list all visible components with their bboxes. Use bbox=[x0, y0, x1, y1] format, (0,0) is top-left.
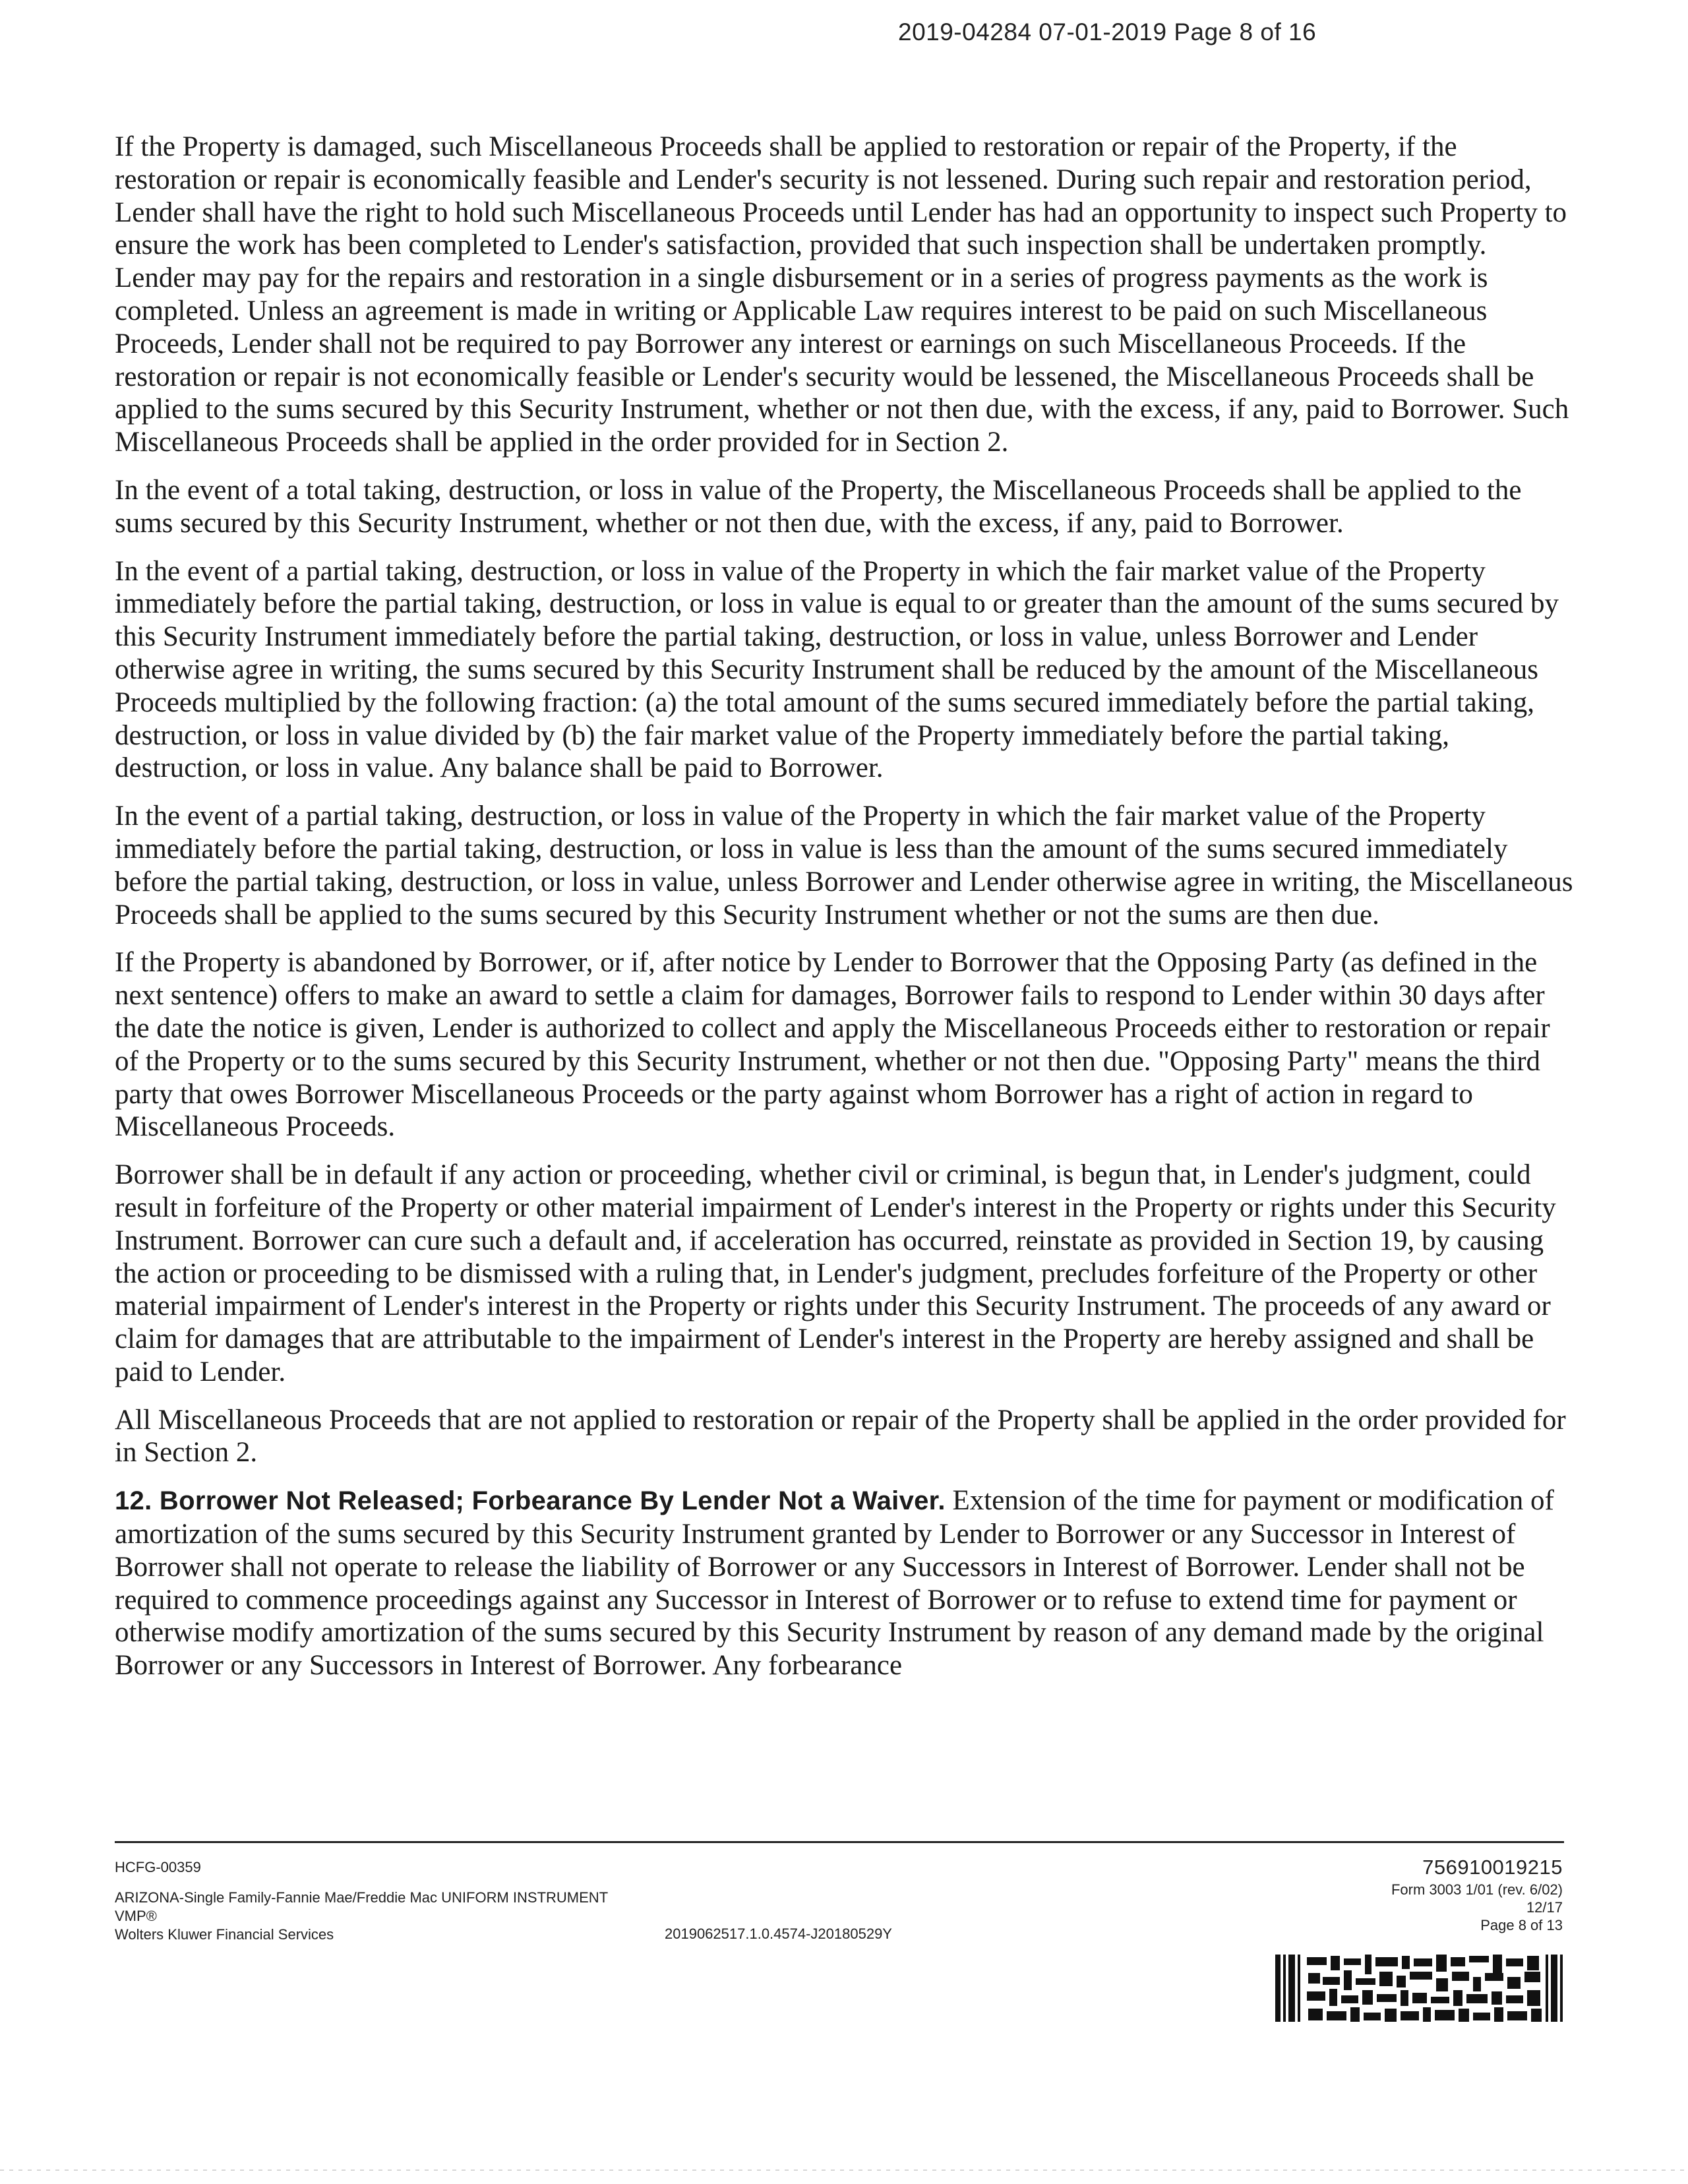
section-12-text: Extension of the time for payment or modification of amortization of the sums secured by this Security Instrument granted by Lender to Borrower or any Successor in Interest of Borrower shall not operate to release the liability of Borrower or any Successors in Interest of Borrower. Lender shall not be required to commence proceedings against any Successor in Interest of Borrower or to refuse to extend time for payment or otherwise modify amortization of the sums secured by this Security Instrument by reason of any demand made by the original Borrower or any Successors in Interest of Borrower. Any forbearance bbox=[115, 1485, 1554, 1682]
section-12-heading: 12. Borrower Not Released; Forbearance By Lender Not a Waiver. bbox=[115, 1486, 946, 1516]
form-page-number: Page 8 of 13 bbox=[1480, 1917, 1563, 1933]
paragraph-unapplied-proceeds: All Miscellaneous Proceeds that are not applied to restoration or repair of the Property shall be applied in the order provided for in Section 2. bbox=[115, 1404, 1566, 1469]
document-body bbox=[115, 131, 1573, 1697]
loan-number: 756910019215 bbox=[1422, 1856, 1563, 1879]
instrument-name: ARIZONA-Single Family-Fannie Mae/Freddie Mac UNIFORM INSTRUMENT bbox=[115, 1889, 609, 1906]
paragraph-total-taking: In the event of a total taking, destruction, or loss in value of the Property, the Miscellaneous Proceeds shall be applied to the sums secured by this Security Instrument, whether or not then due, with the excess, if any, paid to Borrower. bbox=[115, 474, 1522, 539]
publisher-name: Wolters Kluwer Financial Services bbox=[115, 1926, 334, 1943]
paragraph-default: Borrower shall be in default if any action or proceeding, whether civil or criminal, is begun that, in Lender's judgment, could result in forfeiture of the Property or other material impairment of Lender's interest in the Property or rights under this Security Instrument. Borrower can cure such a default and, if acceleration has occurred, reinstate as provided in Section 19, by causing the action or proceeding to be dismissed with a ruling that, in Lender's judgment, precludes forfeiture of the Property or other material impairment of Lender's interest in the Property or rights under this Security Instrument. The proceeds of any award or claim for damages that are attributable to the impairment of Lender's interest in the Property are hereby assigned and shall be paid to Lender. bbox=[115, 1159, 1556, 1387]
recording-stamp: 2019-04284 07-01-2019 Page 8 of 16 bbox=[898, 18, 1317, 46]
scan-edge-artifact bbox=[0, 2169, 1688, 2171]
footer-left-block bbox=[115, 1858, 608, 1944]
paragraph-restoration: If the Property is damaged, such Miscellaneous Proceeds shall be applied to restoration or repair of the Property, if the restoration or repair is economically feasible and Lender's security is not lessened. During such repair and restoration period, Lender shall have the right to hold such Miscellaneous Proceeds until Lender has had an opportunity to inspect such Property to ensure the work has been completed to Lender's satisfaction, provided that such inspection shall be undertaken promptly. Lender may pay for the repairs and restoration in a single disbursement or in a series of progress payments as the work is completed. Unless an agreement is made in writing or Applicable Law requires interest to be paid on such Miscellaneous Proceeds, Lender shall not be required to pay Borrower any interest or earnings on such Miscellaneous Proceeds. If the restoration or repair is not economically feasible or Lender's security would be lessened, the Miscellaneous Proceeds shall be applied to the sums secured by this Security Instrument, whether or not then due, with the excess, if any, paid to Borrower. Such Miscellaneous Proceeds shall be applied in the order provided for in Section 2. bbox=[115, 131, 1569, 458]
footer-right-block bbox=[1391, 1854, 1563, 1934]
paragraph-abandonment: If the Property is abandoned by Borrower, or if, after notice by Lender to Borrower that the Opposing Party (as defined in the next sentence) offers to make an award to settle a claim for damages, Borrower fails to respond to Lender within 30 days after the date the notice is given, Lender is authorized to collect and apply the Miscellaneous Proceeds either to restoration or repair of the Property or to the sums secured by this Security Instrument, whether or not then due. "Opposing Party" means the third party that owes Borrower Miscellaneous Proceeds or the party against whom Borrower has a right of action in regard to Miscellaneous Proceeds. bbox=[115, 947, 1550, 1143]
form-revision: 12/17 bbox=[1526, 1899, 1563, 1916]
section-12-paragraph bbox=[115, 1484, 1573, 1682]
tracking-number: 2019062517.1.0.4574-J20180529Y bbox=[665, 1926, 892, 1942]
form-number: Form 3003 1/01 (rev. 6/02) bbox=[1391, 1881, 1563, 1898]
barcode-icon bbox=[1275, 1955, 1565, 2022]
vmp-mark: VMP® bbox=[115, 1908, 157, 1924]
paragraph-partial-taking-greater: In the event of a partial taking, destruction, or loss in value of the Property in which the fair market value of the Property immediately before the partial taking, destruction, or loss in value is equal to or greater than the amount of the sums secured by this Security Instrument immediately before the partial taking, destruction, or loss in value, unless Borrower and Lender otherwise agree in writing, the sums secured by this Security Instrument shall be reduced by the amount of the Miscellaneous Proceeds multiplied by the following fraction: (a) the total amount of the sums secured immediately before the partial taking, destruction, or loss in value divided by (b) the fair market value of the Property immediately before the partial taking, destruction, or loss in value. Any balance shall be paid to Borrower. bbox=[115, 555, 1559, 784]
footer-divider bbox=[115, 1841, 1564, 1843]
document-code: HCFG-00359 bbox=[115, 1859, 201, 1875]
paragraph-partial-taking-less: In the event of a partial taking, destruction, or loss in value of the Property in which the fair market value of the Property immediately before the partial taking, destruction, or loss in value is less than the amount of the sums secured immediately before the partial taking, destruction, or loss in value, unless Borrower and Lender otherwise agree in writing, the Miscellaneous Proceeds shall be applied to the sums secured by this Security Instrument whether or not the sums are then due. bbox=[115, 801, 1573, 930]
